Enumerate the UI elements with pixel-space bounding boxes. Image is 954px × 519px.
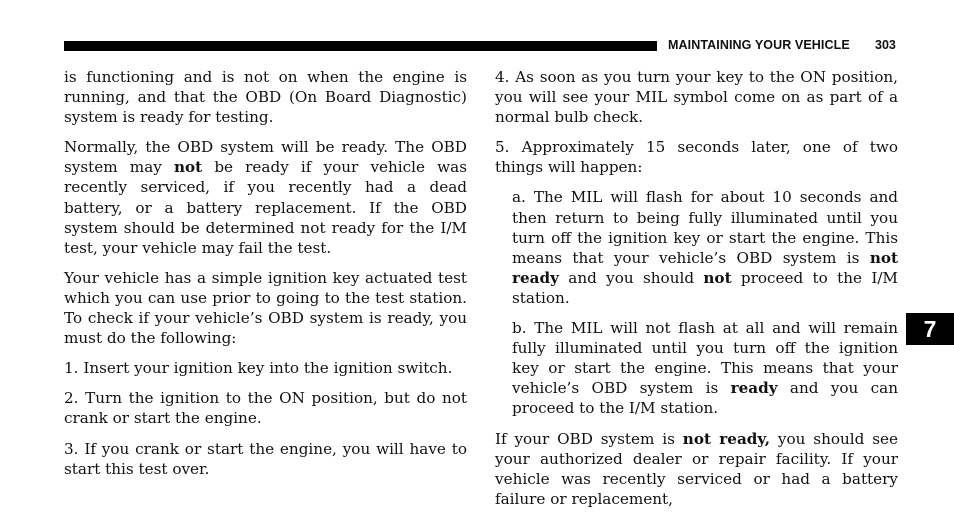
text-run: be ready if your vehicle was recently serviced, if you recently had a dead battery, or a battery replacement. If the OBD system should be determined not ready for the I/M test, your vehicle may fail the test. — [64, 158, 467, 257]
section-title: MAINTAINING YOUR VEHICLE — [668, 38, 850, 52]
header-rule — [64, 41, 657, 51]
paragraph-not-ready — [495, 429, 898, 509]
text-run: you should see your authorized dealer or repair facility. If your vehicle was recently serviced or had a battery failure or replacement, — [495, 429, 899, 508]
paragraph-normally — [64, 137, 467, 258]
bold-text: not — [703, 268, 732, 287]
text-run: Normally, the OBD system will be ready. The OBD system may — [64, 138, 467, 177]
chapter-tab: 7 — [906, 313, 954, 345]
paragraph-intro: is functioning and is not on when the engine is running, and that the OBD (On Board Diagnostic) system is ready for testing. — [64, 68, 467, 127]
sub-step-b — [512, 318, 898, 418]
text-run: and you can proceed to the I/M station. — [512, 379, 899, 418]
step-3: 3. If you crank or start the engine, you will have to start this test over. — [64, 439, 467, 478]
bold-text: not ready, — [682, 429, 771, 448]
paragraph-test-intro: Your vehicle has a simple ignition key actuated test which you can use prior to going to the test station. To check if your vehicle’s OBD system is ready, you must do the following: — [64, 268, 467, 348]
text-run: If your OBD system is — [495, 429, 683, 448]
text-run: proceed to the I/M station. — [512, 268, 898, 307]
sub-step-a — [512, 187, 898, 308]
left-column — [64, 67, 467, 489]
bold-text: ready — [730, 379, 778, 398]
page-number: 303 — [875, 38, 896, 52]
step-4: 4. As soon as you turn your key to the ON position, you will see your MIL symbol come on as part of a normal bulb check. — [495, 68, 898, 127]
step-2: 2. Turn the ignition to the ON position, but do not crank or start the engine. — [64, 389, 467, 428]
bold-text: not — [173, 158, 203, 177]
step-1: 1. Insert your ignition key into the ignition switch. — [64, 359, 453, 378]
step-5: 5. Approximately 15 seconds later, one of two things will happen: — [495, 138, 898, 177]
bold-text: not ready — [512, 248, 898, 287]
right-column — [495, 67, 898, 519]
text-run: a. The MIL will flash for about 10 seconds and then return to being fully illuminated until you turn off the ignition key or start the engine. This means that your vehicle’s OBD system is — [512, 188, 898, 267]
text-run: and you should — [558, 268, 704, 287]
text-run: b. The MIL will not flash at all and will remain fully illuminated until you turn off the ignition key or start the engine. This means that your vehicle’s OBD system is — [512, 319, 898, 398]
